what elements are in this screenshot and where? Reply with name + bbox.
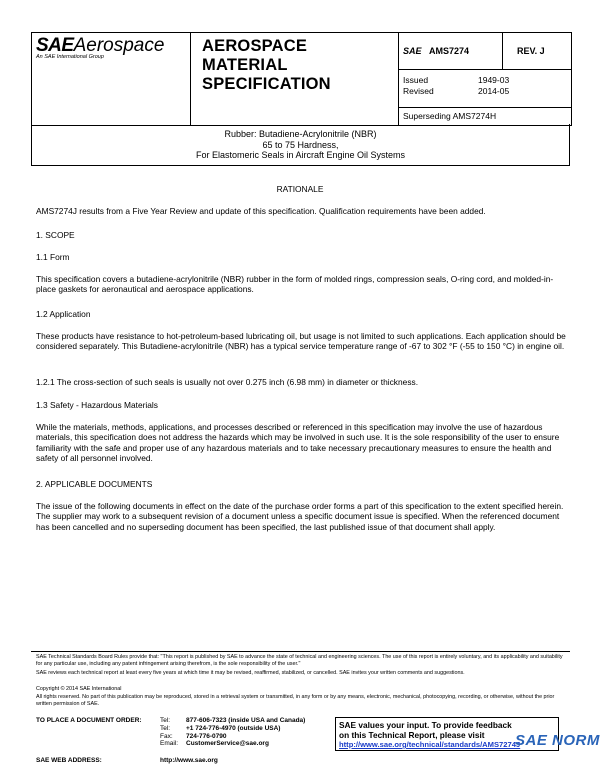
rationale-heading: RATIONALE bbox=[276, 184, 324, 194]
section-1-2-text: These products have resistance to hot-petroleum-based lubricating oil, but usage is not limited to such applications. Each application should be considered separately. This Butadiene-acrylonitrile (NBR) has a typical service temperature range of -67 to 302 °F (-55 to 150 °C) in engine oil. bbox=[36, 331, 566, 352]
header-box bbox=[31, 32, 572, 126]
section-1-3-text: While the materials, methods, applications, and processes described or referenced in this specification may involve the use of hazardous materials, this specification does not address the hazards which may be involved in such use. It is the sole responsibility of the user to ensure familiarity with the safe and proper use of any hazardous materials and to take necessary precautionary measures to ensure the health and safety of all personnel involved. bbox=[36, 422, 560, 464]
revised-date: 2014-05 bbox=[478, 86, 510, 96]
superseding-note: Superseding AMS7274H bbox=[403, 111, 497, 121]
logo-sae-text: SAE bbox=[36, 35, 74, 56]
doc-brand: SAE bbox=[403, 46, 422, 56]
tel2-label: Tel: bbox=[160, 724, 171, 732]
title-line-3: SPECIFICATION bbox=[202, 75, 331, 93]
doc-number: AMS7274 bbox=[429, 46, 470, 56]
feedback-line-2: on this Technical Report, please visit bbox=[339, 730, 485, 740]
section-1-2-heading: 1.2 Application bbox=[36, 309, 91, 319]
rationale-text: AMS7274J results from a Five Year Review and update of this specification. Qualification requirements have been added. bbox=[36, 206, 486, 216]
footer-rights-text: All rights reserved. No part of this publication may be reproduced, stored in a retrieval system or transmitted, in any form or by any means, electronic, mechanical, photocopying, recording, or otherwise, without the prior written permission of SAE. bbox=[36, 694, 555, 707]
section-1-3-heading: 1.3 Safety - Hazardous Materials bbox=[36, 400, 158, 410]
issued-date: 1949-03 bbox=[478, 75, 510, 85]
revision-label: REV. J bbox=[517, 46, 545, 56]
subject-box bbox=[31, 124, 570, 166]
section-1-heading: 1. SCOPE bbox=[36, 230, 75, 240]
web-label: SAE WEB ADDRESS: bbox=[36, 757, 102, 764]
email-label: Email: bbox=[160, 740, 179, 748]
web-address-link[interactable]: http://www.sae.org bbox=[160, 757, 218, 764]
fax-label: Fax: bbox=[160, 732, 173, 740]
subject-line-1: Rubber: Butadiene-Acrylonitrile (NBR) bbox=[224, 129, 377, 139]
title-line-1: AEROSPACE bbox=[202, 37, 308, 55]
email-link[interactable]: CustomerService@sae.org bbox=[186, 740, 269, 748]
footer-divider bbox=[31, 651, 570, 652]
section-1-1-heading: 1.1 Form bbox=[36, 252, 70, 262]
section-1-1-text: This specification covers a butadiene-acrylonitrile (NBR) rubber in the form of molded rings, compression seals, O-ring cord, and molded-in-place gaskets for aeronautical and aerospace applications. bbox=[36, 274, 554, 295]
feedback-link[interactable]: http://www.sae.org/technical/standards/AMS7274J bbox=[339, 740, 521, 749]
footer-copyright: Copyright © 2014 SAE International bbox=[36, 686, 122, 692]
issued-label: Issued bbox=[403, 75, 429, 85]
tel-label: Tel: bbox=[160, 717, 171, 724]
logo-aerospace-text: Aerospace bbox=[73, 35, 165, 56]
subject-line-2: 65 to 75 Hardness, bbox=[262, 139, 339, 150]
order-contact-block bbox=[160, 717, 305, 748]
tel2-value: +1 724-776-4970 (outside USA) bbox=[186, 724, 281, 732]
footer-review-text: SAE reviews each technical report at least every five years at which time it may be revised, reaffirmed, stabilized, or cancelled. SAE invites your written comments and suggestions. bbox=[36, 670, 465, 676]
section-2-heading: 2. APPLICABLE DOCUMENTS bbox=[36, 479, 153, 489]
title-line-2: MATERIAL bbox=[202, 56, 288, 74]
section-1-2-1-text: 1.2.1 The cross-section of such seals is usually not over 0.275 inch (6.98 mm) in diameter or thickness. bbox=[36, 377, 419, 387]
fax-value: 724-776-0790 bbox=[186, 732, 227, 740]
section-2-text: The issue of the following documents in effect on the date of the purchase order forms a part of this specification to the extent specified herein. The supplier may work to a subsequent revision of a document unless a specific document issue is specified. When the referenced document has been cancelled and no superseding document has been specified, the last published issue of that document shall apply. bbox=[36, 501, 564, 532]
revised-label: Revised bbox=[403, 86, 434, 96]
order-label: TO PLACE A DOCUMENT ORDER: bbox=[36, 717, 142, 724]
sae-norm-watermark bbox=[515, 732, 600, 749]
doc-number-cell bbox=[403, 46, 469, 56]
watermark-text: SAE NORM bbox=[515, 732, 600, 749]
tel-value: 877-606-7323 (inside USA and Canada) bbox=[186, 717, 306, 724]
document-type-title bbox=[202, 37, 331, 94]
sae-aerospace-logo bbox=[36, 35, 164, 60]
logo-subtitle: An SAE International Group bbox=[36, 54, 104, 60]
subject-line-3: For Elastomeric Seals in Aircraft Engine Oil Systems bbox=[195, 150, 406, 160]
footer-rules-text: SAE Technical Standards Board Rules provide that: "This report is published by SAE to advance the state of technical and engineering sciences. The use of this report is entirely voluntary, and its applicability and suitability for any particular use, including any patent infringement arising therefrom, is the sole responsibility of the user." bbox=[36, 654, 563, 667]
feedback-line-1: SAE values your input. To provide feedback bbox=[339, 720, 512, 730]
